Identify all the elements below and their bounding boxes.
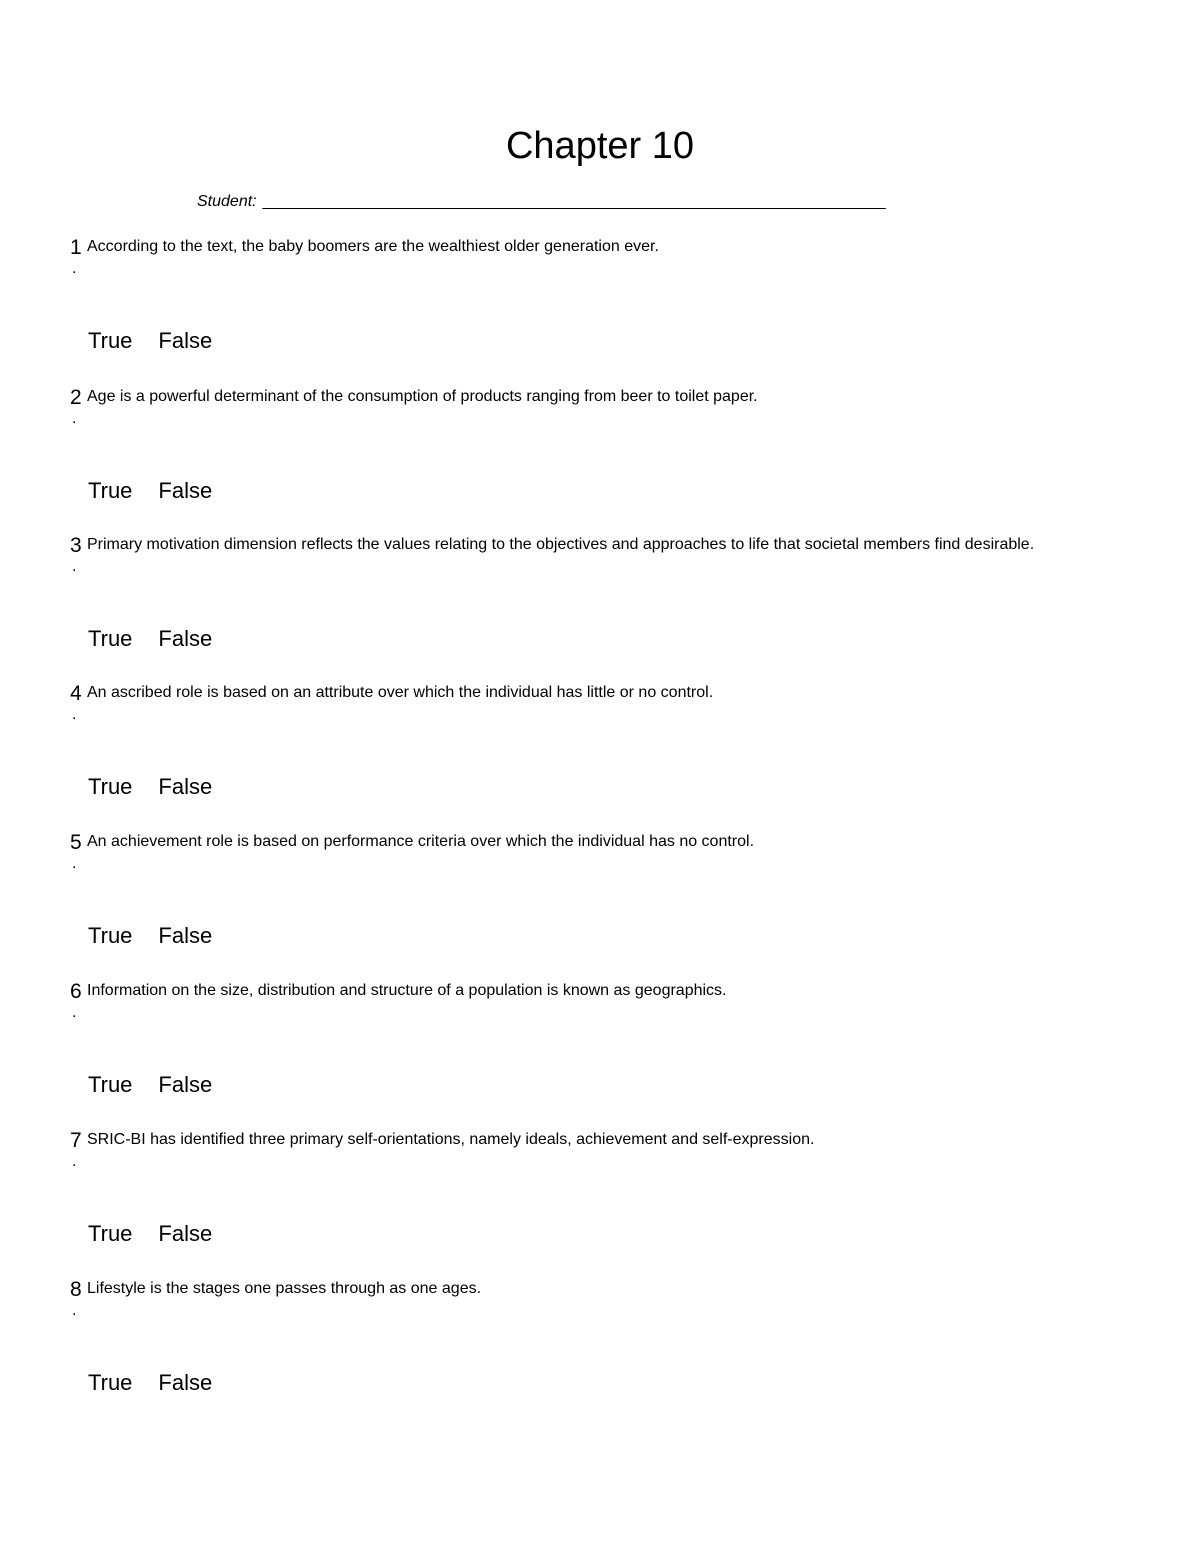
question-text: An achievement role is based on performance criteria over which the individual has no control. [87, 833, 755, 850]
question-2 [70, 385, 1180, 535]
option-false: False [158, 1370, 213, 1395]
option-true: True [88, 328, 133, 353]
question-text: Primary motivation dimension reflects the values relating to the objectives and approaches to life that societal members find desirable. [87, 536, 1035, 553]
question-number: 5 [70, 831, 82, 854]
question-dot: . [72, 558, 77, 575]
answer-options [88, 922, 212, 950]
option-false: False [158, 478, 213, 503]
question-dot: . [72, 1153, 77, 1170]
question-dot: . [72, 855, 77, 872]
option-false: False [158, 774, 213, 799]
question-number: 8 [70, 1278, 82, 1301]
option-true: True [88, 478, 133, 503]
answer-options [88, 327, 212, 355]
question-5 [70, 830, 1180, 980]
answer-options [88, 1071, 212, 1099]
question-number: 4 [70, 682, 82, 705]
option-true: True [88, 626, 133, 651]
option-false: False [158, 1221, 213, 1246]
answer-options [88, 625, 212, 653]
question-6 [70, 979, 1180, 1129]
question-text: According to the text, the baby boomers are the wealthiest older generation ever. [87, 238, 659, 255]
question-dot: . [72, 410, 77, 427]
question-4 [70, 681, 1180, 831]
question-dot: . [72, 1302, 77, 1319]
answer-options [88, 1369, 212, 1397]
question-text: An ascribed role is based on an attribute over which the individual has little or no control. [87, 684, 714, 701]
option-true: True [88, 1221, 133, 1246]
question-8 [70, 1277, 1180, 1427]
question-text: Age is a powerful determinant of the consumption of products ranging from beer to toilet paper. [87, 388, 758, 405]
option-true: True [88, 774, 133, 799]
page-title: Chapter 10 [505, 125, 694, 167]
question-number: 3 [70, 534, 82, 557]
option-false: False [158, 1072, 213, 1097]
option-false: False [158, 626, 213, 651]
answer-options [88, 477, 212, 505]
student-name-line [197, 191, 885, 213]
question-number: 6 [70, 980, 82, 1003]
question-number: 7 [70, 1129, 82, 1152]
question-text: Information on the size, distribution and structure of a population is known as geographics. [87, 982, 727, 999]
question-text: Lifestyle is the stages one passes through as one ages. [87, 1280, 482, 1297]
question-dot: . [72, 260, 77, 277]
question-number: 1 [70, 236, 82, 259]
answer-options [88, 1220, 212, 1248]
question-7 [70, 1128, 1180, 1278]
student-blank: ___________________________________________________________________________ [262, 193, 885, 210]
option-true: True [88, 1370, 133, 1395]
question-dot: . [72, 706, 77, 723]
answer-options [88, 773, 212, 801]
question-dot: . [72, 1004, 77, 1021]
option-true: True [88, 923, 133, 948]
option-false: False [158, 923, 213, 948]
question-1 [70, 235, 1180, 385]
option-true: True [88, 1072, 133, 1097]
question-text: SRIC-BI has identified three primary self-orientations, namely ideals, achievement and self-expression. [87, 1131, 815, 1148]
question-3 [70, 533, 1180, 683]
question-number: 2 [70, 386, 82, 409]
option-false: False [158, 328, 213, 353]
student-label: Student: [197, 193, 257, 210]
